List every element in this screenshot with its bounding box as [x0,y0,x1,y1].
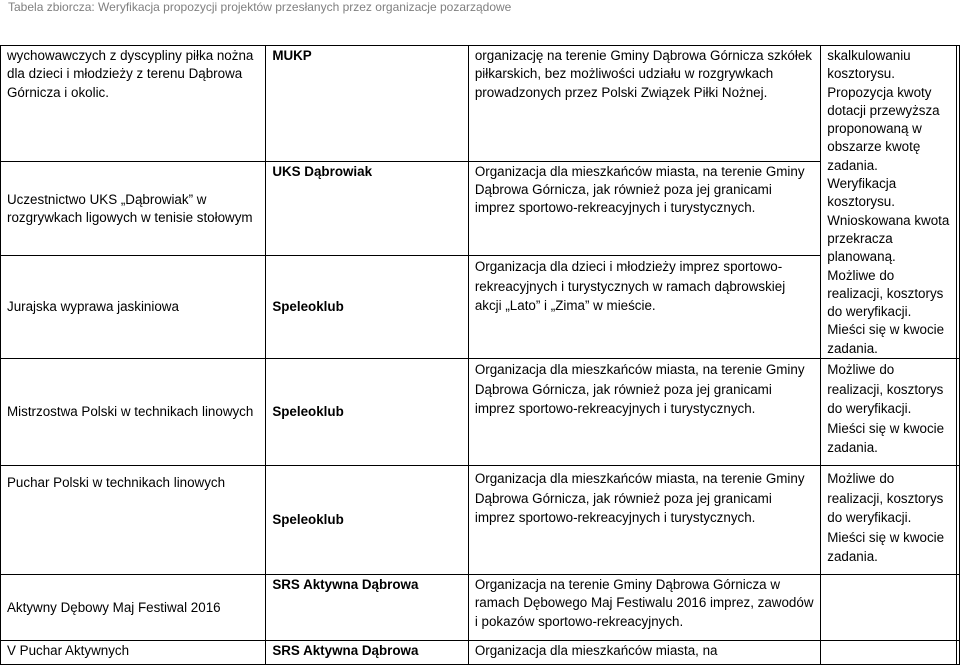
desc-cell [468,575,820,641]
table-row [1,641,960,665]
table-row [1,46,960,162]
page-header: Tabela zbiorcza: Weryfikacja propozycji projektów przesłanych przez organizacje pozarządowe [8,0,512,14]
task-cell [1,161,266,255]
desc-cell [468,641,820,665]
table-row [1,359,960,466]
empty-cell [956,359,959,466]
org-name: SRS Aktywna Dąbrowa [272,577,419,593]
verdict-text: Możliwe do realizacji, kosztorys do weryfikacji. Mieści się w kwocie zadania. [827,471,945,565]
verdict-text: Możliwe do realizacji, kosztorys do weryfikacji. Mieści się w kwocie zadania. [827,267,945,356]
org-cell [266,359,469,466]
task-text: Jurajska wyprawa jaskiniowa [7,299,179,315]
task-text: Uczestnictwo UKS „Dąbrowiak” w rozgrywkach ligowych w tenisie stołowym [7,191,253,225]
empty-cell [956,46,959,359]
verdict-text: skalkulowaniu kosztorysu. Propozycja kwoty dotacji przewyższa proponowaną w obszarze kwotę zadania. [827,48,940,173]
desc-cell [468,46,820,162]
task-cell [1,575,266,641]
verdict-cell [821,466,957,575]
table-row [1,161,960,255]
table-row [1,466,960,575]
verdict-cell [821,359,957,466]
org-cell [266,46,469,162]
desc-text: organizację na terenie Gminy Dąbrowa Górnicza szkółek piłkarskich, bez możliwości udziału w rozgrywkach prowadzonych przez Polski Związek Piłki Nożnej. [474,48,812,100]
desc-cell [468,359,820,466]
task-text: Mistrzostwa Polski w technikach linowych [7,404,254,420]
task-text: wychowawczych z dyscypliny piłka nożna dla dzieci i młodzieży z terenu Dąbrowa Górnicza i okolic. [7,48,254,100]
org-name: MUKP [272,48,312,63]
org-name: Speleoklub [272,512,344,528]
desc-text: Organizacja na terenie Gminy Dąbrowa Górnicza w ramach Dębowego Maj Festiwalu 2016 imprez, zawodów i pokazów sportowo-rekreacyjnych. [474,577,814,629]
org-name: Speleoklub [272,404,344,420]
task-text: Aktywny Dębowy Maj Festiwal 2016 [7,599,221,615]
task-cell [1,46,266,162]
verdict-text: Możliwe do realizacji, kosztorys do weryfikacji. Mieści się w kwocie zadania. [827,362,945,456]
org-name: Speleoklub [272,299,344,315]
task-text: Puchar Polski w technikach linowych [7,475,226,491]
empty-cell [956,575,959,641]
desc-text: Organizacja dla mieszkańców miasta, na [474,643,718,659]
desc-text: Organizacja dla mieszkańców miasta, na terenie Gminy Dąbrowa Górnicza, jak również poza jej granicami imprez sportowo-rekreacyjnych i turystycznych. [474,362,805,417]
table-row [1,575,960,641]
verdict-cell [821,575,957,641]
verdict-text: Weryfikacja kosztorysu. Wnioskowana kwota przekracza planowaną. [827,176,950,265]
verdict-cell [821,641,957,665]
task-cell [1,466,266,575]
table-row [1,256,960,359]
desc-cell [468,161,820,255]
task-cell [1,256,266,359]
desc-cell [468,256,820,359]
org-cell [266,575,469,641]
task-cell [1,359,266,466]
projects-table [0,45,960,665]
desc-text: Organizacja dla mieszkańców miasta, na terenie Gminy Dąbrowa Górnicza, jak również poza jej granicami imprez sportowo-rekreacyjnych i turystycznych. [474,471,805,526]
task-text: V Puchar Aktywnych [7,643,130,659]
desc-text: Organizacja dla dzieci i młodzieży imprez sportowo-rekreacyjnych i turystycznych w ramach dąbrowskiej akcji „Lato” i „Zima” w mieście. [474,259,786,314]
verdict-cell [821,46,957,359]
desc-text: Organizacja dla mieszkańców miasta, na terenie Gminy Dąbrowa Górnicza, jak również poza jej granicami imprez sportowo-rekreacyjnych i turystycznych. [474,163,805,216]
org-cell [266,256,469,359]
empty-cell [956,466,959,575]
desc-cell [468,466,820,575]
org-name: UKS Dąbrowiak [272,163,373,179]
org-cell [266,641,469,665]
org-cell [266,161,469,255]
task-cell [1,641,266,665]
org-name: SRS Aktywna Dąbrowa [272,643,419,659]
org-cell [266,466,469,575]
empty-cell [956,641,959,665]
